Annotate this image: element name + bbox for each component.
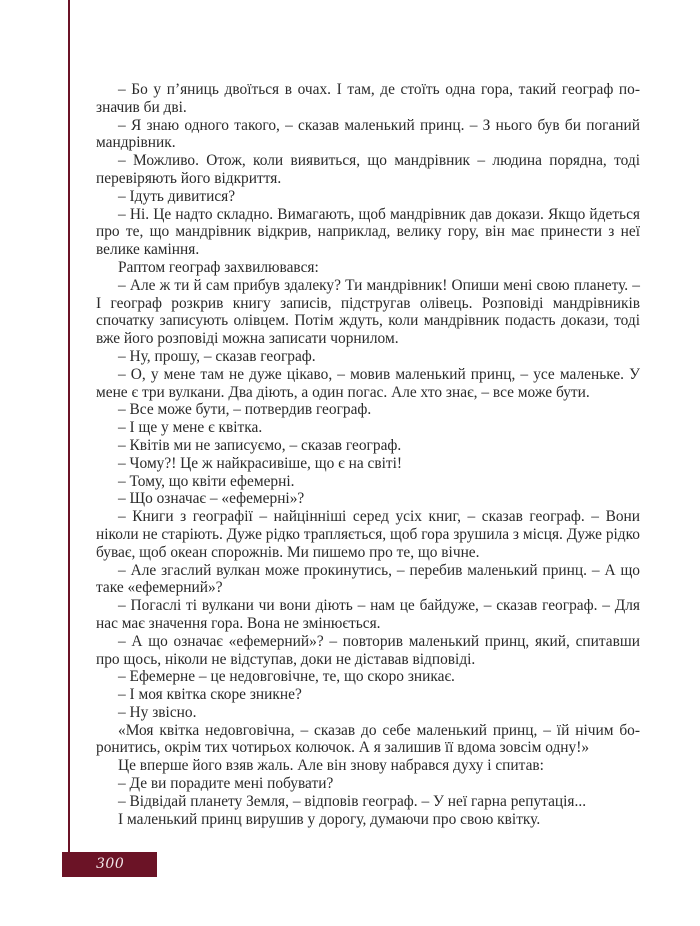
paragraph: – А що означає «ефемерний»? – повторив маленький принц, який, спитавши про щось, ніколи не відступав, доки не діставав відповіді. (96, 632, 640, 668)
paragraph: – Погаслі ті вулкани чи вони діють – нам це байдуже, – сказав географ. – Для нас має значення гора. Вона не змінюється. (96, 597, 640, 632)
paragraph: І маленький принц вирушив у дорогу, думаючи про свою квітку. (118, 810, 541, 828)
paragraph: «Моя квітка недовговічна, – сказав до себе маленький принц, – їй нічим боронитись, окрім тих чотирьох колючок. А я залишив її вдома зовсім одну!» (96, 721, 640, 757)
paragraph: – Можливо. Отож, коли виявиться, що мандрівник – людина порядна, тоді перевіряють його відкриття. (96, 152, 640, 187)
paragraph: Це вперше його взяв жаль. Але він знову набрався духу і спитав: (118, 757, 544, 775)
paragraph: – Ну звісно. (118, 703, 197, 721)
paragraph: – Бо у п’яниць двоїться в очах. І там, де стоїть одна гора, такий географ позначив би дві. (96, 81, 640, 116)
paragraph: – Чому?! Це ж найкрасивіше, що є на світі! (118, 454, 403, 472)
paragraph: – Тому, що квіти ефемерні. (118, 472, 295, 490)
paragraph: Раптом географ захвилювався: (118, 258, 319, 276)
paragraph: – Ідуть дивитися? (118, 187, 236, 205)
paragraph: – Але ж ти й сам прибув здалеку? Ти мандрівник! Опиши мені свою планету. – І географ розкрив книгу записів, підстругав олівець. Розповіді мандрівників спочатку записують олівцем. Потім ждуть, коли мандрівник подасть докази, тоді вже його розповіді можна записати чорнилом. (96, 276, 640, 348)
paragraph: – І моя квітка скоре зникне? (118, 686, 302, 704)
paragraph: – О, у мене там не дуже цікаво, – мовив маленький принц, – усе маленьке. У мене є три вулкани. Два діють, а один погас. Але хто знає, – все може бути. (96, 365, 640, 401)
margin-rule (68, 0, 70, 877)
paragraph: – Я знаю одного такого, – сказав маленький принц. – З нього був би поганий мандрівник. (96, 116, 640, 152)
paragraph: – Але згаслий вулкан може прокинутись, – перебив маленький принц. – А що таке «ефемерний»? (96, 561, 640, 597)
paragraph: – Що означає – «ефемерні»? (118, 490, 305, 508)
paragraph: – Відвідай планету Земля, – відповів географ. – У неї гарна репутація... (118, 792, 587, 810)
page-number: 300 (96, 856, 125, 872)
paragraph: – Все може бути, – потвердив географ. (118, 401, 372, 419)
paragraph: – Квітів ми не записуємо, – сказав географ. (118, 436, 402, 454)
paragraph: – Де ви порадите мені побувати? (118, 775, 334, 793)
paragraph: – І ще у мене є квітка. (118, 419, 263, 437)
paragraph: – Ефемерне – це недовговічне, те, що скоро зникає. (118, 668, 455, 686)
paragraph: – Книги з географії – найцінніші серед усіх книг, – сказав географ. – Вони ніколи не старіють. Дуже рідко трапляється, щоб гора зрушила з місця. Дуже рідко буває, щоб океан спорожнів. Ми пишемо про те, що вічне. (96, 508, 641, 561)
paragraph: – Ні. Це надто складно. Вимагають, щоб мандрівник дав докази. Якщо йдеться про те, що мандрівник відкрив, наприклад, велику гору, він має принести з неї велике каміння. (96, 205, 640, 259)
body-text (96, 81, 640, 828)
paragraph: – Ну, прошу, – сказав географ. (118, 347, 316, 365)
